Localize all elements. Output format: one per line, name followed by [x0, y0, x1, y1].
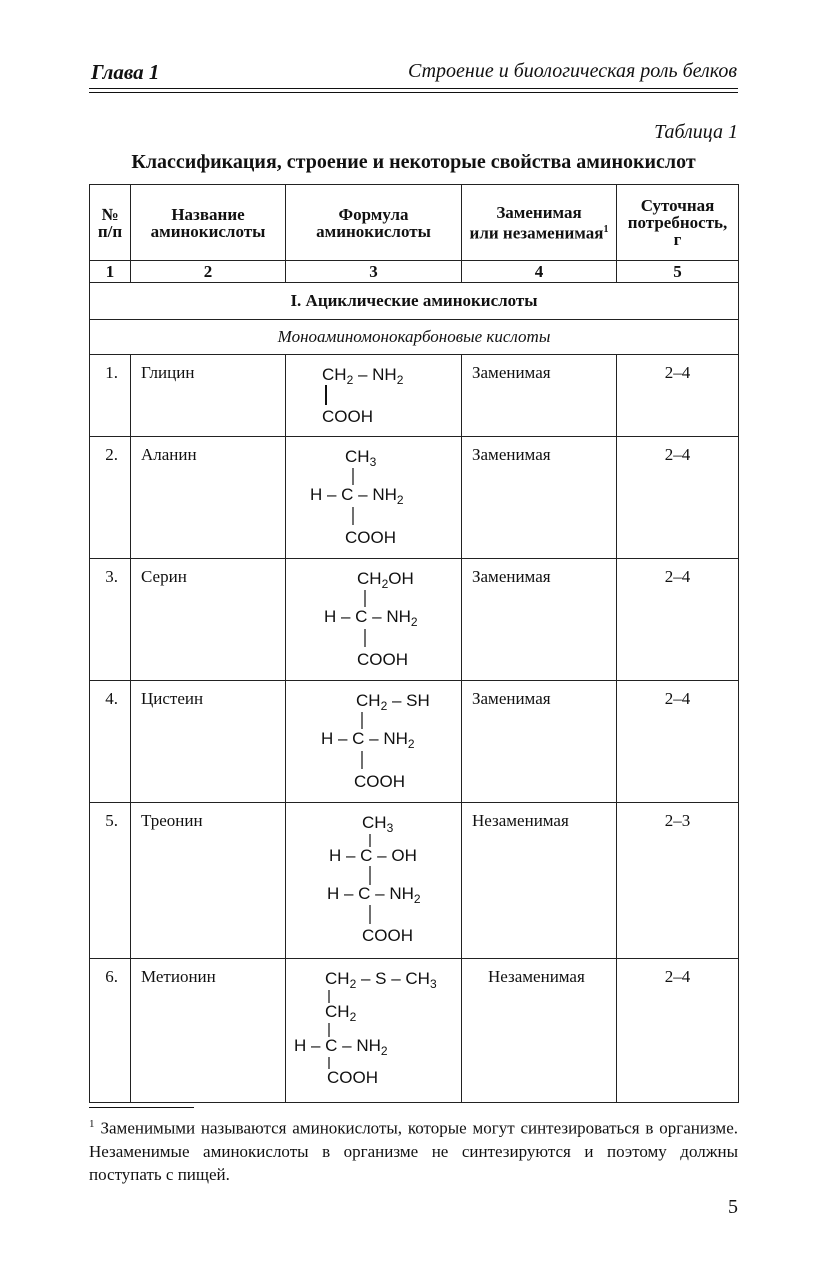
daily-need: 2–4 [617, 437, 739, 559]
col-header-need: Суточная потребность, г [617, 185, 739, 261]
footnote-rule [89, 1107, 194, 1108]
table-row [90, 559, 739, 681]
replaceability: Заменимая [462, 437, 617, 559]
row-number: 1. [90, 355, 131, 437]
svg-text:CH3: $CH_3$ [362, 813, 394, 835]
row-number: 5. [90, 803, 131, 959]
table-title: Классификация, строение и некоторые свойства аминокислот [131, 151, 696, 173]
amino-acid-name: Аланин [131, 437, 286, 559]
daily-need: 2–4 [617, 959, 739, 1103]
table-number: Таблица 1 [654, 121, 738, 143]
svg-text:CH3: $CH_3$ [345, 447, 377, 469]
amino-acid-table [89, 184, 739, 1103]
formula-cell [286, 959, 462, 1103]
svg-text:CH2 – NH2: $CH_2 - NH_2$ [322, 365, 404, 387]
row-number: 6. [90, 959, 131, 1103]
svg-text:H – C – NH2: H – C – $NH_2$ [321, 729, 415, 751]
table-header-row [90, 185, 739, 261]
amino-acid-name: Серин [131, 559, 286, 681]
formula-cell [286, 559, 462, 681]
table-row [90, 959, 739, 1103]
column-number: 2 [131, 261, 286, 283]
replaceability: Незаменимая [462, 959, 617, 1103]
svg-text:H – C – OH: H – C – OH [329, 846, 417, 865]
subsection-heading: Моноаминомонокарбоновые кислоты [90, 320, 739, 355]
svg-text:H – C – NH2: H – C – $NH_2$ [327, 884, 421, 906]
svg-text:COOH: COOH [362, 926, 413, 945]
formula-cell [286, 803, 462, 959]
amino-acid-name: Цистеин [131, 681, 286, 803]
svg-text:COOH: COOH [327, 1068, 378, 1087]
col-header-type: Заменимая или незаменимая$^1$ [462, 185, 617, 261]
row-number: 4. [90, 681, 131, 803]
column-number: 4 [462, 261, 617, 283]
formula-cell [286, 437, 462, 559]
replaceability: Незаменимая [462, 803, 617, 959]
replaceability: Заменимая [462, 559, 617, 681]
formula-cell [286, 355, 462, 437]
row-number: 3. [90, 559, 131, 681]
row-number: 2. [90, 437, 131, 559]
glycine-formula [286, 355, 462, 431]
cysteine-formula [286, 681, 462, 797]
svg-text:COOH: COOH [354, 772, 405, 791]
svg-text:H – C – NH2: H – C – $NH_2$ [294, 1036, 388, 1058]
col-header-formula: Формула аминокислоты [286, 185, 462, 261]
methionine-formula [286, 959, 462, 1097]
svg-text:CH2: $CH_2$ [325, 1002, 357, 1024]
serine-formula [286, 559, 462, 675]
column-number: 1 [90, 261, 131, 283]
header-rule [89, 88, 738, 89]
svg-text:CH2 – S – CH3: $CH_2$ – S – $CH_3$ [325, 969, 437, 991]
svg-text:CH2 – SH: $CH_2$ – SH [356, 691, 430, 713]
replaceability: Заменимая [462, 681, 617, 803]
formula-cell [286, 681, 462, 803]
svg-text:COOH: COOH [345, 528, 396, 547]
column-numbers-row [90, 261, 739, 283]
col-header-no: № п/п [90, 185, 131, 261]
footnote [89, 1113, 738, 1186]
svg-text:CH2OH: $CH_2OH$ [357, 569, 414, 591]
svg-text:COOH: COOH [357, 650, 408, 669]
running-title: Строение и биологическая роль белков [407, 60, 737, 82]
daily-need: 2–4 [617, 681, 739, 803]
header-rule-thin [89, 92, 738, 93]
replaceability: Заменимая [462, 355, 617, 437]
amino-acid-name: Треонин [131, 803, 286, 959]
threonine-formula [286, 803, 462, 953]
table-row [90, 681, 739, 803]
chapter-label: Глава 1 [91, 60, 160, 84]
table-row [90, 437, 739, 559]
table-row [90, 355, 739, 437]
amino-acid-name: Глицин [131, 355, 286, 437]
daily-need: 2–3 [617, 803, 739, 959]
table-row [90, 803, 739, 959]
section-heading: I. Ациклические аминокислоты [90, 283, 739, 320]
footnote-text: Заменимыми называются аминокислоты, которые могут синтезироваться в организме. Незаменимые аминокислоты в организме не синтезируются и поэтому должны поступать с пищей. [89, 1118, 738, 1184]
svg-text:H – C – NH2: H – C – $NH_2$ [324, 607, 418, 629]
column-number: 5 [617, 261, 739, 283]
daily-need: 2–4 [617, 355, 739, 437]
alanine-formula [286, 437, 462, 553]
amino-acid-name: Метионин [131, 959, 286, 1103]
column-number: 3 [286, 261, 462, 283]
page-number: 5 [728, 1196, 738, 1218]
svg-text:COOH: COOH [322, 407, 373, 426]
col-header-name: Название аминокислоты [131, 185, 286, 261]
daily-need: 2–4 [617, 559, 739, 681]
svg-text:H – C – NH2: H – C – $NH_2$ [310, 485, 404, 507]
footnote-mark: 1 [89, 1118, 95, 1130]
